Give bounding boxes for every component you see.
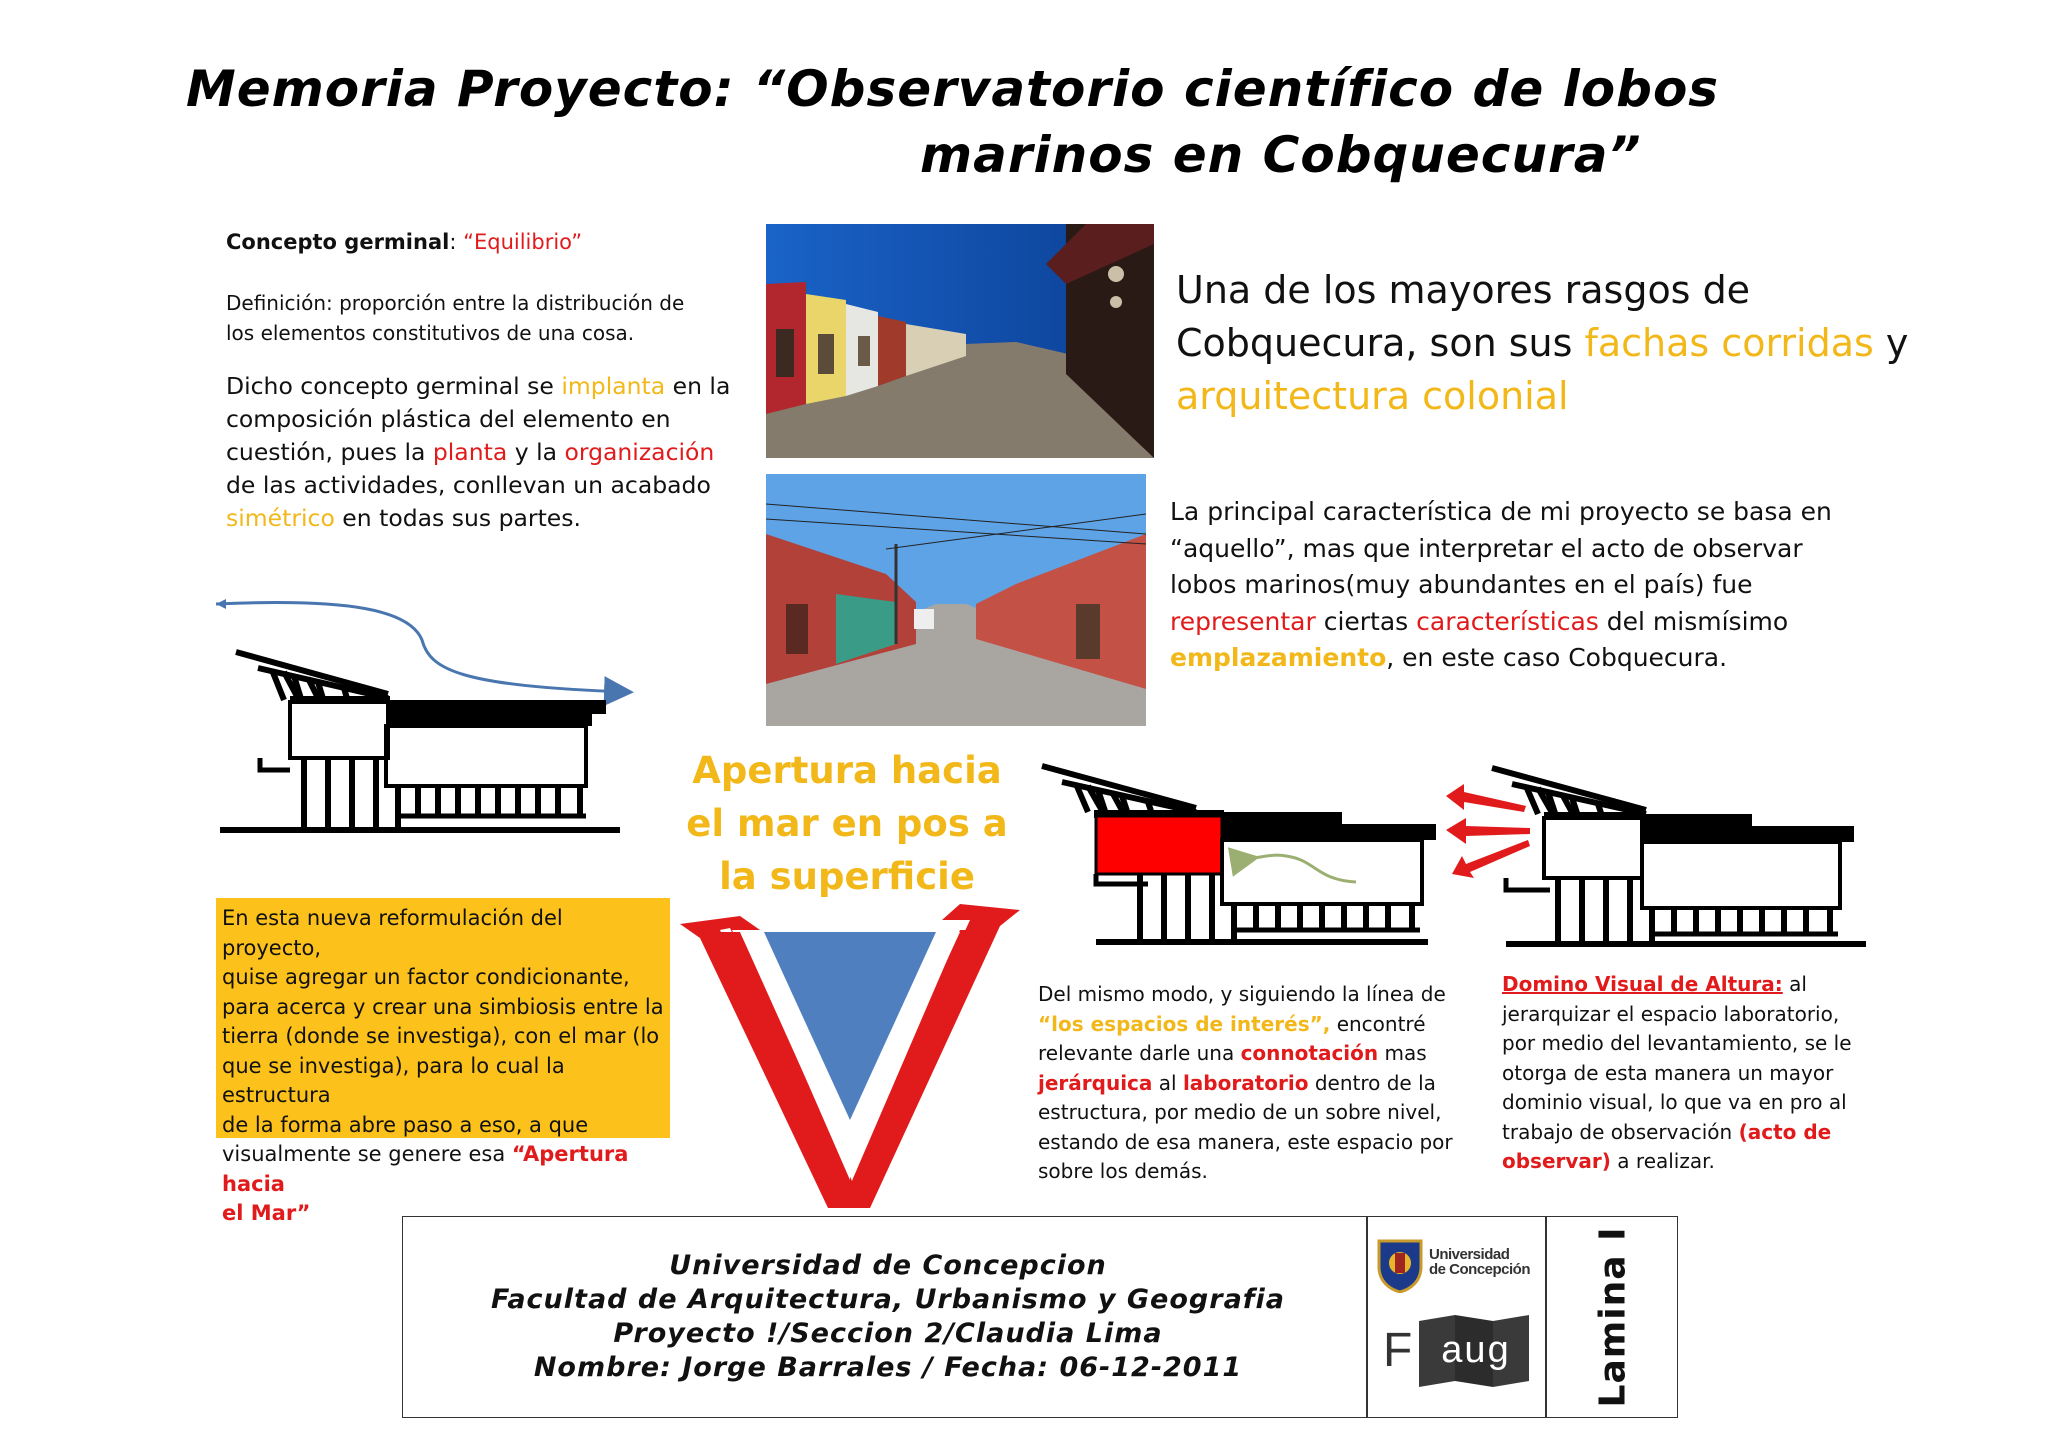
text-span: en la <box>665 372 731 400</box>
street-photo-1 <box>766 224 1154 458</box>
text-span: implanta <box>561 372 666 400</box>
text-span: trabajo de observación <box>1502 1119 1739 1144</box>
footer-author-date: Nombre: Jorge Barrales / Fecha: 06-12-2011 <box>533 1352 1243 1383</box>
footer-divider <box>1545 1217 1547 1417</box>
text-line: otorga de esta manera un mayor <box>1502 1060 1834 1085</box>
text-line: jerarquizar el espacio laboratorio, <box>1502 1001 1840 1026</box>
text-line: de las actividades, conllevan un acabado <box>226 471 711 499</box>
footer-project: Proyecto !/Seccion 2/Claudia Lima <box>613 1318 1163 1349</box>
text-line: tierra (donde se investiga), con el mar (lo <box>222 1024 660 1048</box>
text-span: laboratorio <box>1182 1070 1309 1095</box>
text-span: simétrico <box>226 504 335 532</box>
text-line: el Mar” <box>222 1201 311 1225</box>
text-line: por medio del levantamiento, se le <box>1502 1031 1852 1055</box>
footer-title-block <box>402 1216 1678 1418</box>
text-line: Una de los mayores rasgos de <box>1176 268 1751 312</box>
page-title-line2: marinos en Cobquecura” <box>920 126 1642 184</box>
lamina-label <box>1551 1217 1675 1417</box>
page-title-line1: Memoria Proyecto: “Observatorio científico de lobos <box>186 60 1720 118</box>
text-span: al <box>1782 972 1807 996</box>
text-line: Del mismo modo, y siguiendo la línea de <box>1038 982 1446 1006</box>
rasgos-text <box>1176 264 1908 423</box>
text-span: Domino Visual de Altura: <box>1502 972 1783 996</box>
footer-faculty: Facultad de Arquitectura, Urbanismo y Geografia <box>490 1284 1286 1315</box>
text-line: La principal característica de mi proyecto se basa en <box>1170 497 1832 526</box>
text-span: visualmente se genere esa <box>222 1142 512 1166</box>
text-span: características <box>1416 606 1599 636</box>
text-span: ciertas <box>1315 606 1417 636</box>
udec-shield-icon <box>1375 1237 1425 1293</box>
concepto-colon: : <box>449 230 464 254</box>
faug-logo <box>1383 1315 1533 1395</box>
building-section-diagram-1 <box>200 590 640 840</box>
text-span: relevante darle una <box>1038 1041 1241 1065</box>
text-line: de la forma abre paso a eso, a que <box>222 1112 589 1137</box>
reformulacion-note-box <box>216 898 670 1225</box>
text-span: encontré <box>1330 1011 1426 1036</box>
text-span: observar) <box>1502 1149 1611 1173</box>
text-line: para acerca y crear una simbiosis entre la <box>222 994 664 1019</box>
principal-text <box>1170 494 1832 677</box>
lamina-text: Lamina I <box>1592 1226 1634 1408</box>
text-line: En esta nueva reformulación del proyecto, <box>222 906 563 960</box>
text-line: lobos marinos(muy abundantes en el país) fue <box>1170 570 1753 599</box>
text-span: del mismísimo <box>1598 606 1789 636</box>
text-span: representar <box>1170 606 1316 636</box>
apertura-v-diagram <box>660 890 1040 1220</box>
footer-info <box>403 1249 1373 1385</box>
udec-wordmark: de Concepción <box>1429 1261 1531 1278</box>
text-line: estructura, por medio de un sobre nivel, <box>1038 1100 1442 1124</box>
udec-wordmark: Universidad <box>1429 1246 1510 1263</box>
udec-logo <box>1375 1237 1545 1297</box>
text-span: y la <box>507 438 565 466</box>
footer-divider <box>1366 1217 1368 1417</box>
text-line: el mar en pos a <box>686 802 1008 845</box>
street-photo-2 <box>766 474 1146 726</box>
text-span: Dicho concepto germinal se <box>226 372 562 400</box>
apertura-heading <box>686 744 1008 903</box>
text-span: planta <box>432 438 508 466</box>
text-span: Cobquecura, son sus <box>1176 321 1585 365</box>
text-line: que se investiga), para lo cual la estructura <box>222 1053 565 1107</box>
text-line: Apertura hacia <box>692 749 1002 792</box>
dominio-visual-text <box>1502 970 1852 1177</box>
text-span: , en este caso Cobquecura. <box>1386 643 1728 672</box>
text-line: la superficie <box>719 855 975 898</box>
text-span: “los espacios de interés”, <box>1038 1011 1331 1036</box>
definicion-line: Definición: proporción entre la distribución de <box>226 291 685 315</box>
text-line: estando de esa manera, este espacio por <box>1038 1129 1453 1154</box>
definicion-line: los elementos constitutivos de una cosa. <box>226 321 635 345</box>
mismo-modo-text <box>1038 980 1453 1187</box>
text-span: organización <box>564 438 715 466</box>
text-span: fachas corridas <box>1584 321 1874 365</box>
text-line: “aquello”, mas que interpretar el acto de observar <box>1170 533 1803 563</box>
text-span: connotación <box>1240 1041 1379 1065</box>
text-line: dominio visual, lo que va en pro al <box>1502 1090 1847 1114</box>
text-span: dentro de la <box>1308 1070 1436 1095</box>
text-span: al <box>1152 1070 1183 1095</box>
building-section-diagram-2 <box>1036 756 1436 952</box>
definicion-text <box>226 288 684 348</box>
concepto-label: Concepto germinal <box>226 230 450 254</box>
text-line: composición plástica del elemento en <box>226 405 671 433</box>
text-line: arquitectura colonial <box>1176 374 1569 418</box>
text-span: (acto de <box>1738 1119 1832 1144</box>
text-span: cuestión, pues la <box>226 438 433 466</box>
text-span: emplazamiento <box>1170 643 1387 672</box>
building-section-diagram-3 <box>1446 762 1876 952</box>
text-span: a realizar. <box>1610 1149 1715 1173</box>
faug-letter-f: F <box>1383 1324 1413 1377</box>
footer-university: Universidad de Concepcion <box>669 1250 1107 1281</box>
text-span: jerárquica <box>1038 1070 1153 1095</box>
dicho-concepto-text <box>226 370 730 535</box>
concepto-germinal <box>226 230 582 254</box>
text-line: sobre los demás. <box>1038 1159 1208 1183</box>
text-line: quise agregar un factor condicionante, <box>222 965 630 989</box>
text-span: en todas sus partes. <box>334 504 581 532</box>
text-span: mas <box>1378 1041 1427 1065</box>
concepto-value: “Equilibrio” <box>463 230 583 254</box>
faug-letters-aug: aug <box>1441 1329 1511 1371</box>
text-span: “Apertura hacia <box>222 1142 629 1196</box>
text-span: y <box>1873 321 1909 365</box>
